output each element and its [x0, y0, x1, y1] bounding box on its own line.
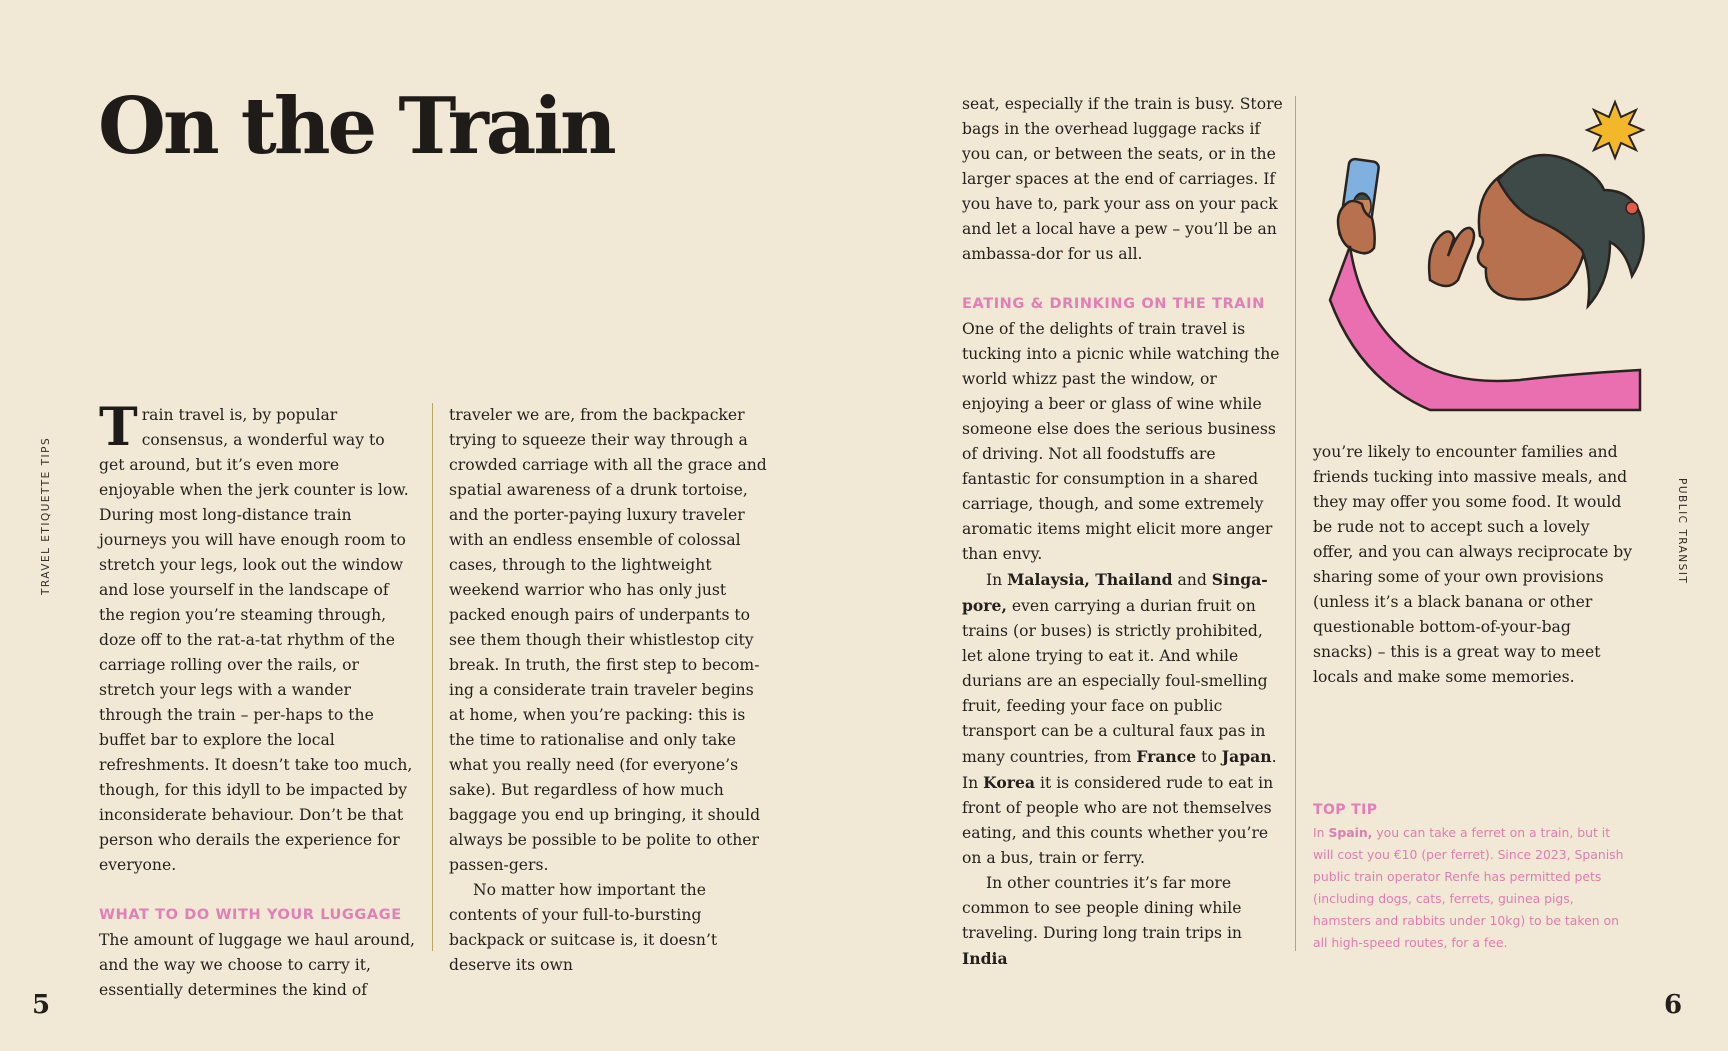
column-1 [99, 397, 416, 1003]
column-divider [432, 403, 433, 951]
hair-tie [1626, 202, 1638, 214]
page-number-right: 6 [1664, 990, 1683, 1020]
intro-text: rain travel is, by popular consensus, a wonderful way to get around, but it’s even more enjoyable when the jerk counter is low. During most long-distance train journeys you will have enough room to stretch your legs, look out the window and lose yourself in the landscape of the region you’re steaming through, doze off to the rat-a-tat rhythm of the carriage rolling over the rails, or stretch your legs with a wander through the train – per-haps to the buffet bar to explore the local refreshments. It doesn’t take too much, though, for this idyll to be impacted by inconsiderate behaviour. Don’t be that person who derails the experience for everyone. [99, 406, 413, 874]
place-france: France [1136, 747, 1197, 766]
column-3 [962, 92, 1284, 972]
dining-paragraph: In other countries it’s far more common to see people dining while traveling. During long train trips in India [962, 874, 1242, 968]
durian-paragraph: In Malaysia, Thailand and Singa-pore, even carrying a durian fruit on trains (or buses) is strictly prohibited, let alone trying to eat it. And while durians are an especially foul-smelling fruit, feeding your face on public transport can be a cultural faux pas in many countries, from France to Japan. In Korea it is considered rude to eat in front of people who are not themselves eating, and this counts whether you’re on a bus, train or ferry. [962, 570, 1277, 867]
place-malaysia-thailand: Malaysia, Thailand [1007, 570, 1173, 589]
place-korea: Korea [983, 773, 1036, 792]
drop-cap: T [99, 397, 138, 458]
luggage-paragraph: The amount of luggage we haul around, and the way we choose to carry it, essentially determines the kind of [99, 931, 416, 999]
place-singapore: Singa-pore, [962, 570, 1268, 615]
eating-heading: EATING & DRINKING ON THE TRAIN [962, 296, 1265, 312]
place-spain: Spain, [1328, 825, 1373, 840]
column-2 [449, 403, 767, 978]
star-icon [1587, 102, 1643, 158]
running-header-right: PUBLIC TRANSIT [1676, 478, 1688, 585]
woman-taking-selfie-illustration [1310, 96, 1650, 416]
intro-paragraph [99, 397, 415, 878]
delights-paragraph: One of the delights of train travel is tucking into a picnic while watching the world whizz past the window, or enjoying a beer or glass of wine while someone else does the serious business of driving. Not all foodstuffs are fantastic for consumption in a shared carriage, though, and some extremely aromatic items might elicit more anger than envy. [962, 320, 1280, 563]
families-paragraph: you’re likely to encounter families and friends tucking into massive meals, and they may offer you some food. It would be rude not to accept such a lovely offer, and you can always reciprocate by sharing some of your own provisions (unless it’s a black banana or other questionable bottom-of-your-bag snacks) – this is a great way to meet locals and make some memories. [1313, 443, 1633, 686]
right-hand [1429, 228, 1474, 286]
running-header-left: TRAVEL ETIQUETTE TIPS [40, 436, 52, 595]
traveler-paragraph: traveler we are, from the backpacker trying to squeeze their way through a crowded carriage with all the grace and spatial awareness of a drunk tortoise, and the porter-paying luxury traveler with an endless ensemble of colossal cases, through to the lightweight weekend warrior who has only just packed enough pairs of underpants to see them though their whistlestop city break. In truth, the first step to becom-ing a considerate train traveler begins at home, when you’re packing: this is the time to rationalise and only take what you really need (for everyone’s sake). But regardless of how much baggage you end up bringing, it should always be possible to be polite to other passen-gers. [449, 406, 767, 874]
top-tip-heading: TOP TIP [1313, 802, 1378, 818]
page-number-left: 5 [32, 990, 51, 1020]
top-tip-box [1313, 802, 1633, 954]
column-divider-right [1295, 96, 1296, 951]
page-title: On the Train [98, 81, 614, 172]
luggage-heading: WHAT TO DO WITH YOUR LUGGAGE [99, 907, 402, 923]
place-japan: Japan [1221, 747, 1272, 766]
seat-paragraph: seat, especially if the train is busy. Store bags in the overhead luggage racks if you can, or between the seats, or in the larger spaces at the end of carriages. If you have to, park your ass on your pack and let a local have a pew – you’ll be an ambassa-dor for us all. [962, 95, 1283, 263]
contents-paragraph: No matter how important the contents of your full-to-bursting backpack or suitcase is, it doesn’t deserve its own [449, 881, 718, 974]
column-4 [1313, 440, 1633, 690]
place-india: India [962, 949, 1008, 968]
top-tip-text: In Spain, you can take a ferret on a train, but it will cost you €10 (per ferret). Since 2023, Spanish public train operator Renfe has permitted pets (including dogs, cats, ferrets, guinea pigs, hamsters and rabbits under 10kg) to be taken on all high-speed routes, for a fee. [1313, 825, 1624, 950]
